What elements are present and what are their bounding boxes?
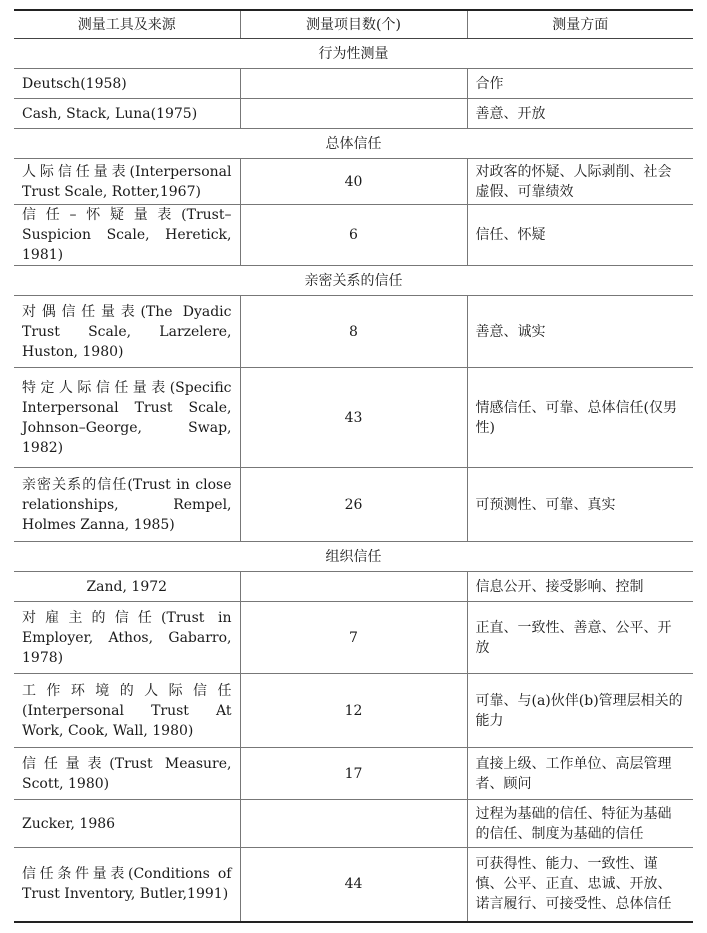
- section-title: 行为性测量: [14, 39, 693, 69]
- source-cell: Cash, Stack, Luna(1975): [14, 99, 240, 129]
- aspects-cell: 过程为基础的信任、特征为基础的信任、制度为基础的信任: [467, 800, 693, 848]
- table-row: [14, 205, 693, 266]
- table-row: [14, 848, 693, 922]
- count-cell: 6: [240, 205, 467, 266]
- table-row: [14, 572, 693, 602]
- section-row: [14, 542, 693, 572]
- count-cell: 43: [240, 368, 467, 468]
- count-cell: 12: [240, 674, 467, 748]
- aspects-cell: 直接上级、工作单位、高层管理者、顾问: [467, 748, 693, 800]
- count-cell: 8: [240, 296, 467, 368]
- aspects-cell: 善意、诚实: [467, 296, 693, 368]
- aspects-cell: 情感信任、可靠、总体信任(仅男性): [467, 368, 693, 468]
- source-cell: 对偶信任量表(The Dyadic Trust Scale, Larzelere, Huston, 1980): [14, 296, 240, 368]
- header-source: 测量工具及来源: [14, 10, 240, 39]
- count-cell: 44: [240, 848, 467, 922]
- source-cell: 亲密关系的信任(Trust in close relationships, Rempel, Holmes Zanna, 1985): [14, 468, 240, 542]
- aspects-cell: 可获得性、能力、一致性、谨慎、公平、正直、忠诚、开放、诺言履行、可接受性、总体信任: [467, 848, 693, 922]
- aspects-cell: 合作: [467, 69, 693, 99]
- header-aspects: 测量方面: [467, 10, 693, 39]
- count-cell: [240, 572, 467, 602]
- aspects-cell: 信息公开、接受影响、控制: [467, 572, 693, 602]
- aspects-cell: 正直、一致性、善意、公平、开放: [467, 602, 693, 674]
- trust-measures-table: [14, 9, 693, 923]
- source-cell: Zucker, 1986: [14, 800, 240, 848]
- table-row: [14, 99, 693, 129]
- count-cell: 40: [240, 159, 467, 205]
- count-cell: [240, 69, 467, 99]
- count-cell: 17: [240, 748, 467, 800]
- source-cell: 信任–怀疑量表(Trust– Suspicion Scale, Heretick, 1981): [14, 205, 240, 266]
- source-cell: 对雇主的信任(Trust in Employer, Athos, Gabarro, 1978): [14, 602, 240, 674]
- table-row: [14, 800, 693, 848]
- table-row: [14, 296, 693, 368]
- table-row: [14, 602, 693, 674]
- table-row: [14, 368, 693, 468]
- source-cell: Zand, 1972: [14, 572, 240, 602]
- table-row: [14, 69, 693, 99]
- aspects-cell: 信任、怀疑: [467, 205, 693, 266]
- section-row: [14, 129, 693, 159]
- section-row: [14, 39, 693, 69]
- aspects-cell: 可靠、与(a)伙伴(b)管理层相关的能力: [467, 674, 693, 748]
- count-cell: [240, 800, 467, 848]
- table-row: [14, 159, 693, 205]
- aspects-cell: 善意、开放: [467, 99, 693, 129]
- header-count: 测量项目数(个): [240, 10, 467, 39]
- table-row: [14, 748, 693, 800]
- source-cell: 工作环境的人际信任(Interpersonal Trust At Work, Cook, Wall, 1980): [14, 674, 240, 748]
- aspects-cell: 对政客的怀疑、人际剥削、社会虚假、可靠绩效: [467, 159, 693, 205]
- section-title: 组织信任: [14, 542, 693, 572]
- count-cell: [240, 99, 467, 129]
- source-cell: 信任量表(Trust Measure, Scott, 1980): [14, 748, 240, 800]
- aspects-cell: 可预测性、可靠、真实: [467, 468, 693, 542]
- table-row: [14, 468, 693, 542]
- source-cell: 人际信任量表(Interpersonal Trust Scale, Rotter,1967): [14, 159, 240, 205]
- source-cell: Deutsch(1958): [14, 69, 240, 99]
- source-cell: 信任条件量表(Conditions of Trust Inventory, Butler,1991): [14, 848, 240, 922]
- count-cell: 7: [240, 602, 467, 674]
- source-cell: 特定人际信任量表(Specific Interpersonal Trust Scale, Johnson–George, Swap, 1982): [14, 368, 240, 468]
- section-title: 亲密关系的信任: [14, 266, 693, 296]
- header-row: [14, 10, 693, 39]
- table-row: [14, 674, 693, 748]
- section-title: 总体信任: [14, 129, 693, 159]
- count-cell: 26: [240, 468, 467, 542]
- section-row: [14, 266, 693, 296]
